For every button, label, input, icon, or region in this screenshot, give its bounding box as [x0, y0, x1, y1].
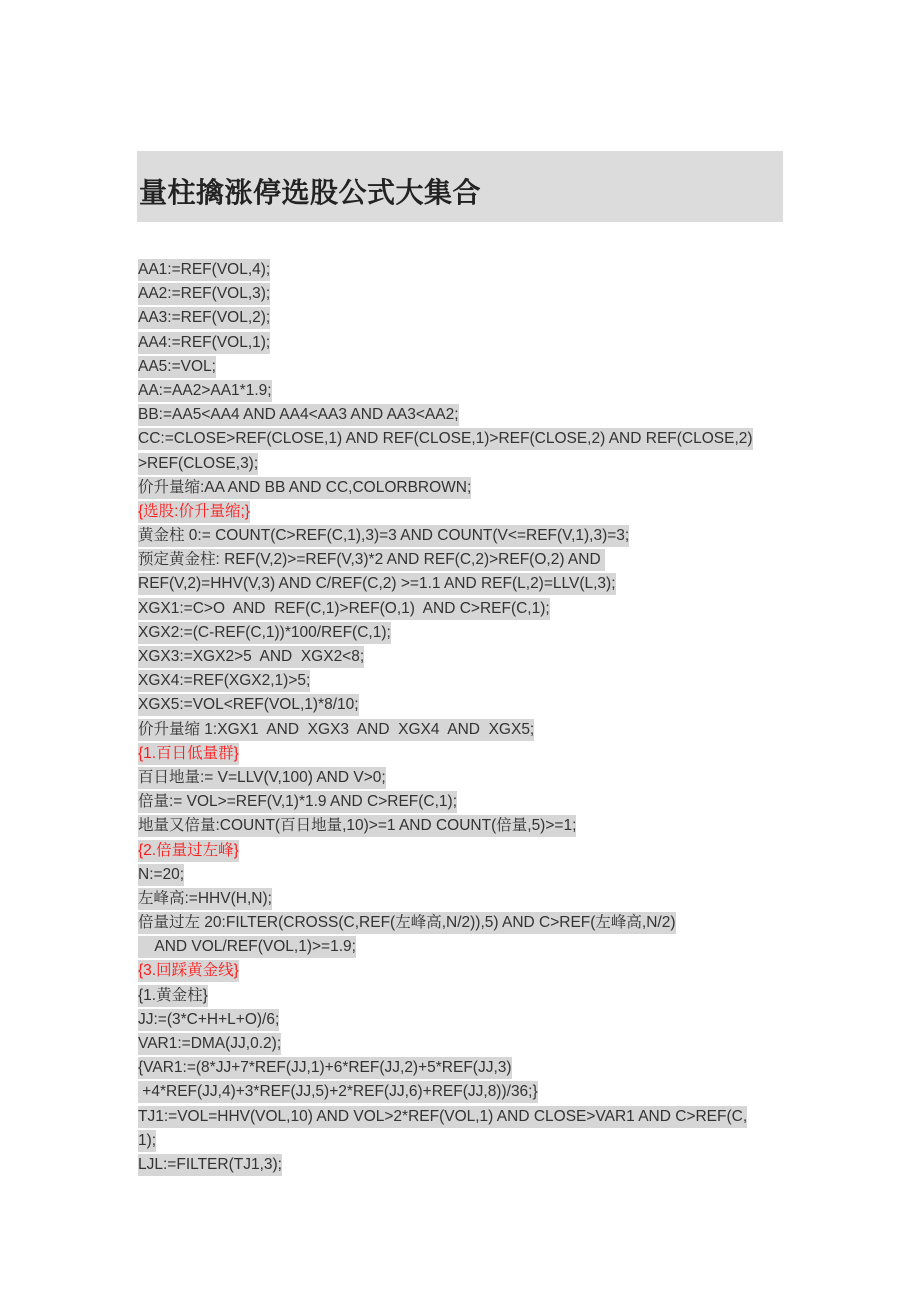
line-text: 黄金柱 0:= COUNT(C>REF(C,1),3)=3 AND COUNT(V<=REF(V,1),3)=3; [138, 525, 629, 547]
formula-line [138, 476, 788, 500]
line-text: LJL:=FILTER(TJ1,3); [138, 1154, 282, 1176]
formula-line [138, 1080, 788, 1104]
line-text: 倍量过左 20:FILTER(CROSS(C,REF(左峰高,N/2)),5) AND C>REF(左峰高,N/2) [138, 912, 676, 934]
formula-line [138, 524, 788, 548]
section-comment-line [138, 959, 788, 983]
line-text: JJ:=(3*C+H+L+O)/6; [138, 1009, 279, 1031]
section-comment-line [138, 742, 788, 766]
line-text: {1.黄金柱} [138, 985, 208, 1007]
line-text: +4*REF(JJ,4)+3*REF(JJ,5)+2*REF(JJ,6)+REF(JJ,8))/36;} [138, 1081, 538, 1103]
formula-line [138, 790, 788, 814]
formula-line [138, 911, 788, 935]
line-text: TJ1:=VOL=HHV(VOL,10) AND VOL>2*REF(VOL,1) AND CLOSE>VAR1 AND C>REF(C, [138, 1106, 747, 1128]
line-text: {1.百日低量群} [138, 743, 239, 765]
line-text: {2.倍量过左峰} [138, 840, 239, 862]
line-text: 倍量:= VOL>=REF(V,1)*1.9 AND C>REF(C,1); [138, 791, 457, 813]
line-text: AA1:=REF(VOL,4); [138, 259, 270, 281]
formula-line [138, 863, 788, 887]
formula-line [138, 597, 788, 621]
formula-line [138, 452, 788, 476]
line-text: {3.回踩黄金线} [138, 960, 239, 982]
formula-line [138, 1105, 788, 1129]
formula-line [138, 766, 788, 790]
formula-line [138, 403, 788, 427]
section-comment-line [138, 500, 788, 524]
line-text: {VAR1:=(8*JJ+7*REF(JJ,1)+6*REF(JJ,2)+5*REF(JJ,3) [138, 1057, 512, 1079]
line-text: XGX3:=XGX2>5 AND XGX2<8; [138, 646, 364, 668]
formula-line [138, 1153, 788, 1177]
line-text: XGX5:=VOL<REF(VOL,1)*8/10; [138, 694, 359, 716]
line-text: AA5:=VOL; [138, 356, 216, 378]
line-text: AA:=AA2>AA1*1.9; [138, 380, 272, 402]
line-text: 1); [138, 1130, 156, 1152]
formula-line [138, 693, 788, 717]
formula-line [138, 1056, 788, 1080]
formula-line [138, 548, 788, 572]
line-text: AA4:=REF(VOL,1); [138, 332, 270, 354]
section-comment-line [138, 839, 788, 863]
formula-line [138, 669, 788, 693]
formula-listing [138, 258, 788, 1177]
line-text: XGX2:=(C-REF(C,1))*100/REF(C,1); [138, 622, 391, 644]
page-title: 量柱擒涨停选股公式大集合 [139, 177, 482, 208]
line-text: XGX1:=C>O AND REF(C,1)>REF(O,1) AND C>REF(C,1); [138, 598, 550, 620]
formula-line [138, 621, 788, 645]
formula-line [138, 282, 788, 306]
line-text: 预定黄金柱: REF(V,2)>=REF(V,3)*2 AND REF(C,2)>REF(O,2) AND [138, 549, 605, 571]
formula-line [138, 984, 788, 1008]
formula-line [138, 718, 788, 742]
line-text: VAR1:=DMA(JJ,0.2); [138, 1033, 281, 1055]
formula-line [138, 306, 788, 330]
formula-line [138, 1032, 788, 1056]
line-text: XGX4:=REF(XGX2,1)>5; [138, 670, 310, 692]
line-text: REF(V,2)=HHV(V,3) AND C/REF(C,2) >=1.1 AND REF(L,2)=LLV(L,3); [138, 573, 616, 595]
line-text: 地量又倍量:COUNT(百日地量,10)>=1 AND COUNT(倍量,5)>=1; [138, 815, 576, 837]
formula-line [138, 814, 788, 838]
line-text: AA3:=REF(VOL,2); [138, 307, 270, 329]
line-text: CC:=CLOSE>REF(CLOSE,1) AND REF(CLOSE,1)>REF(CLOSE,2) AND REF(CLOSE,2) [138, 428, 753, 450]
formula-line [138, 258, 788, 282]
formula-line [138, 887, 788, 911]
title-banner [137, 151, 783, 222]
line-text: 左峰高:=HHV(H,N); [138, 888, 272, 910]
line-text: N:=20; [138, 864, 184, 886]
line-text: AND VOL/REF(VOL,1)>=1.9; [138, 936, 356, 958]
line-text: 百日地量:= V=LLV(V,100) AND V>0; [138, 767, 386, 789]
formula-line [138, 935, 788, 959]
formula-line [138, 572, 788, 596]
line-text: {选股:价升量缩;} [138, 501, 250, 523]
line-text: 价升量缩 1:XGX1 AND XGX3 AND XGX4 AND XGX5; [138, 719, 534, 741]
formula-line [138, 1129, 788, 1153]
formula-line [138, 379, 788, 403]
line-text: AA2:=REF(VOL,3); [138, 283, 270, 305]
formula-line [138, 645, 788, 669]
formula-line [138, 331, 788, 355]
line-text: >REF(CLOSE,3); [138, 453, 258, 475]
formula-line [138, 1008, 788, 1032]
formula-line [138, 355, 788, 379]
line-text: BB:=AA5<AA4 AND AA4<AA3 AND AA3<AA2; [138, 404, 459, 426]
formula-line [138, 427, 788, 451]
line-text: 价升量缩:AA AND BB AND CC,COLORBROWN; [138, 477, 471, 499]
